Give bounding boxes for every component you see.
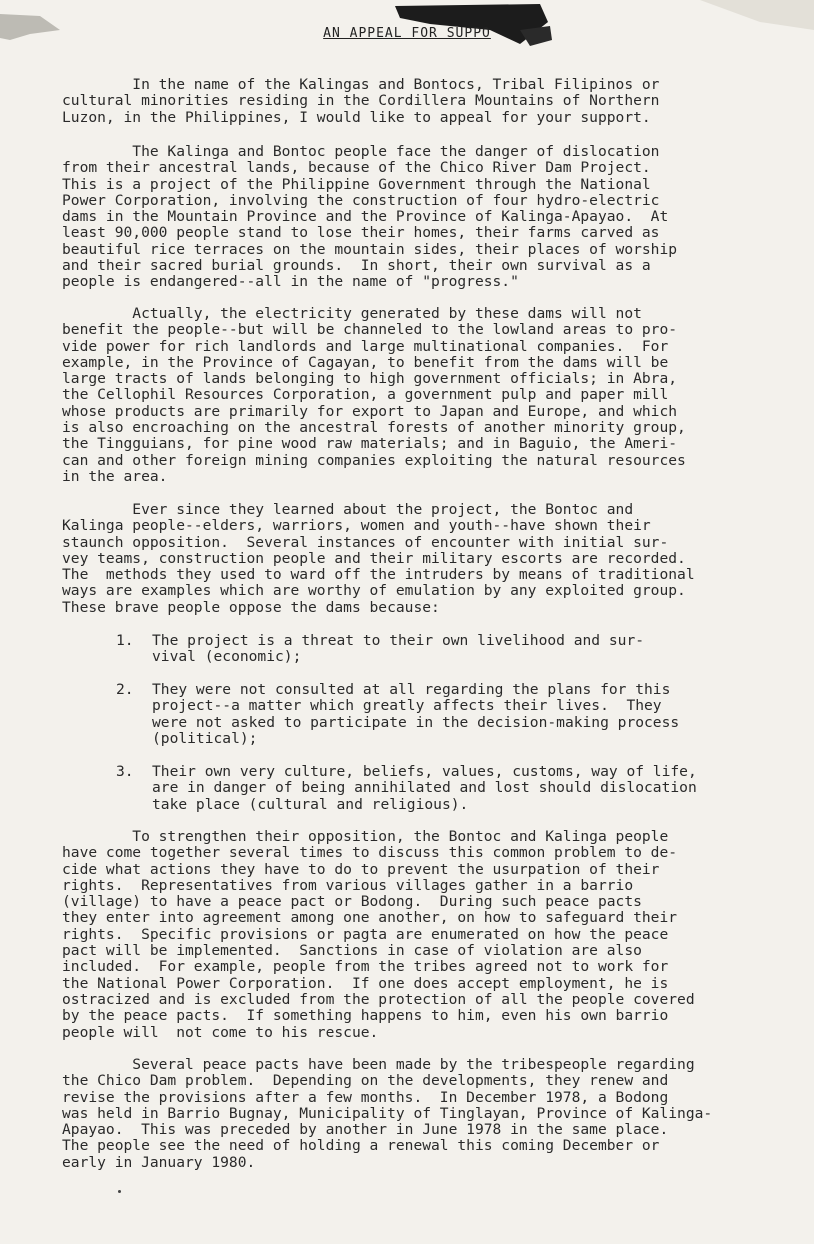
list-text: They were not consulted at all regarding the plans for this project--a matter which greatly affects their lives. They were not asked to participate in the decision-making process (political);	[152, 681, 680, 747]
paragraph-intro: In the name of the Kalingas and Bontocs, Tribal Filipinos or cultural minorities residing in the Cordillera Mountains of Northern Luzon, in the Philippines, I would like to appeal for your support.	[62, 76, 660, 126]
ink-dot	[118, 1190, 121, 1193]
list-item	[116, 682, 776, 747]
paragraph-dam-project: The Kalinga and Bontoc people face the danger of dislocation from their ancestral lands, because of the Chico River Dam Project. This is a project of the Philippine Government through the National Power Corporation, involving the construction of four hydro-electric dams in the Mountain Province and the Province of Kalinga-Apayao. At least 90,000 people stand to lose their homes, their farms carved as beautiful rice terraces on the mountain sides, their places of worship and their sacred burial grounds. In short, their own survival as a people is endangered--all in the name of "progress."	[62, 143, 678, 291]
list-number: 3.	[116, 763, 134, 780]
paragraph-bodong: Several peace pacts have been made by the tribespeople regarding the Chico Dam problem. Depending on the developments, they renew and revise the provisions after a few months. In December 1978, a Bodong was held in Barrio Bugnay, Municipality of Tinglayan, Province of Kalinga- Apayao. This was preceded by another in June 1978 in the same place. The people see the need of holding a renewal this coming December or early in January 1980.	[62, 1056, 713, 1171]
paragraph-peace-pacts: To strengthen their opposition, the Bontoc and Kalinga people have come together several times to discuss this common problem to de- cide what actions they have to do to prevent the usurpation of their rights. Representatives from various villages gather in a barrio (village) to have a peace pact or Bodong. During such peace pacts they enter into agreement among one another, on how to safeguard their rights. Specific provisions or pagta are enumerated on how the peace pact will be implemented. Sanctions in case of violation are also included. For example, people from the tribes agreed not to work for the National Power Corporation. If one does accept employment, he is ostracized and is excluded from the protection of all the people covered by the peace pacts. If something happens to him, even his own barrio people will not come to his rescue.	[62, 828, 695, 1041]
page-title: AN APPEAL FOR SUPPO	[323, 26, 491, 41]
paragraph-electricity: Actually, the electricity generated by these dams will not benefit the people--but will be channeled to the lowland areas to pro- vide power for rich landlords and large multinational companies. For example, in the Province of Cagayan, to benefit from the dams will be large tracts of lands belonging to high government officials; in Abra, the Cellophil Resources Corporation, a government pulp and paper mill whose products are primarily for export to Japan and Europe, and which is also encroaching on the ancestral forests of another minority group, the Tingguians, for pine wood raw materials; and in Baguio, the Ameri- can and other foreign mining companies exploiting the natural resources in the area.	[62, 305, 686, 485]
paragraph-opposition: Ever since they learned about the project, the Bontoc and Kalinga people--elders, warriors, women and youth--have shown their staunch opposition. Several instances of encounter with initial sur- vey teams, construction people and their military escorts are recorded. The methods they used to ward off the intruders by means of traditional ways are examples which are worthy of emulation by any exploited group. These brave people oppose the dams because:	[62, 501, 695, 616]
list-text: Their own very culture, beliefs, values, customs, way of life, are in danger of being annihilated and lost should dislocation take place (cultural and religious).	[152, 763, 697, 813]
list-item	[116, 764, 776, 829]
list-number: 2.	[116, 681, 134, 698]
list-number: 1.	[116, 632, 134, 649]
list-text: The project is a threat to their own livelihood and sur- vival (economic);	[152, 632, 645, 666]
